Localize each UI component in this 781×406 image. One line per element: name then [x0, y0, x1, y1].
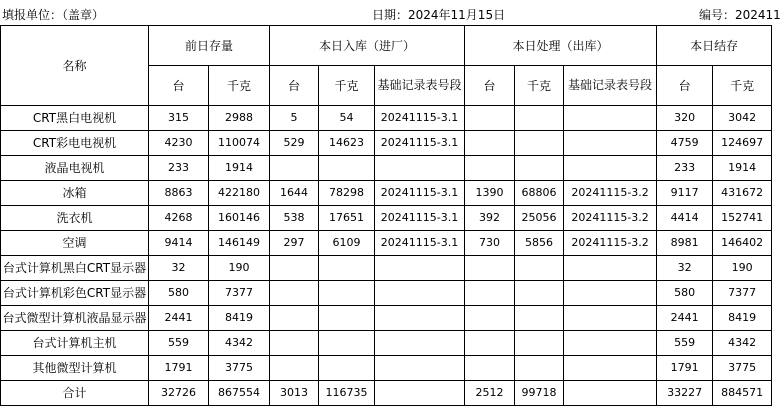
cell-in-record	[375, 156, 465, 181]
col-header-today-balance: 本日结存	[657, 26, 772, 66]
col-header-in-kg: 千克	[319, 66, 375, 106]
cell-out-kg	[515, 281, 564, 306]
inventory-table	[0, 25, 772, 406]
cell-bal-units: 32	[657, 256, 713, 281]
cell-in-kg	[319, 331, 375, 356]
col-header-prev-kg: 千克	[209, 66, 270, 106]
cell-in-units	[270, 306, 319, 331]
cell-bal-units: 33227	[657, 381, 713, 406]
form-header	[0, 0, 781, 25]
cell-name: 台式计算机主机	[1, 331, 149, 356]
col-header-bal-units: 台	[657, 66, 713, 106]
cell-in-kg: 17651	[319, 206, 375, 231]
cell-bal-kg: 3042	[713, 106, 772, 131]
cell-out-units: 2512	[465, 381, 515, 406]
cell-out-units: 730	[465, 231, 515, 256]
cell-prev-kg: 7377	[209, 281, 270, 306]
cell-prev-units: 315	[149, 106, 209, 131]
cell-in-units: 3013	[270, 381, 319, 406]
header-row-group	[1, 26, 772, 66]
cell-name: 台式计算机彩色CRT显示器	[1, 281, 149, 306]
cell-prev-units: 32726	[149, 381, 209, 406]
cell-prev-units: 4268	[149, 206, 209, 231]
cell-bal-units: 233	[657, 156, 713, 181]
cell-out-record	[564, 331, 657, 356]
cell-out-kg	[515, 131, 564, 156]
cell-prev-kg: 190	[209, 256, 270, 281]
col-header-out-kg: 千克	[515, 66, 564, 106]
cell-in-record: 20241115-3.1	[375, 131, 465, 156]
table-row	[1, 106, 772, 131]
col-header-bal-kg: 千克	[713, 66, 772, 106]
table-row	[1, 131, 772, 156]
cell-prev-units: 2441	[149, 306, 209, 331]
cell-in-units: 1644	[270, 181, 319, 206]
cell-prev-kg: 160146	[209, 206, 270, 231]
cell-in-kg	[319, 356, 375, 381]
cell-name: 冰箱	[1, 181, 149, 206]
cell-in-kg: 6109	[319, 231, 375, 256]
table-row	[1, 381, 772, 406]
cell-prev-units: 32	[149, 256, 209, 281]
cell-prev-kg: 110074	[209, 131, 270, 156]
cell-out-record	[564, 306, 657, 331]
col-header-out-units: 台	[465, 66, 515, 106]
col-header-prev-stock: 前日存量	[149, 26, 270, 66]
cell-out-kg	[515, 331, 564, 356]
cell-out-kg: 99718	[515, 381, 564, 406]
table-row	[1, 331, 772, 356]
col-header-out-record: 基础记录表号段	[564, 66, 657, 106]
col-header-name: 名称	[1, 26, 149, 106]
cell-bal-kg: 8419	[713, 306, 772, 331]
cell-in-kg	[319, 281, 375, 306]
cell-bal-kg: 884571	[713, 381, 772, 406]
cell-in-units	[270, 356, 319, 381]
cell-in-kg	[319, 306, 375, 331]
unit-label: 填报单位：（盖章）	[2, 8, 105, 22]
cell-in-kg	[319, 156, 375, 181]
table-row	[1, 281, 772, 306]
cell-bal-kg: 7377	[713, 281, 772, 306]
cell-out-record: 20241115-3.2	[564, 231, 657, 256]
cell-out-units	[465, 306, 515, 331]
cell-in-kg: 116735	[319, 381, 375, 406]
cell-in-units	[270, 156, 319, 181]
cell-in-kg: 78298	[319, 181, 375, 206]
cell-bal-units: 4414	[657, 206, 713, 231]
cell-name: CRT彩电电视机	[1, 131, 149, 156]
table-row	[1, 356, 772, 381]
cell-in-record: 20241115-3.1	[375, 206, 465, 231]
col-header-today-out: 本日处理（出库）	[465, 26, 657, 66]
table-row	[1, 156, 772, 181]
cell-bal-units: 559	[657, 331, 713, 356]
cell-in-units: 297	[270, 231, 319, 256]
cell-in-record	[375, 356, 465, 381]
cell-in-record	[375, 331, 465, 356]
cell-in-record: 20241115-3.1	[375, 106, 465, 131]
date-text: 日期：2024年11月15日	[372, 8, 506, 22]
cell-in-record	[375, 281, 465, 306]
cell-prev-units: 559	[149, 331, 209, 356]
cell-prev-kg: 3775	[209, 356, 270, 381]
cell-out-kg: 5856	[515, 231, 564, 256]
cell-in-record	[375, 381, 465, 406]
cell-out-kg	[515, 256, 564, 281]
cell-in-record	[375, 306, 465, 331]
cell-bal-kg: 146402	[713, 231, 772, 256]
cell-bal-units: 4759	[657, 131, 713, 156]
cell-bal-units: 2441	[657, 306, 713, 331]
cell-in-record	[375, 256, 465, 281]
cell-name: CRT黑白电视机	[1, 106, 149, 131]
cell-out-record	[564, 131, 657, 156]
cell-name: 空调	[1, 231, 149, 256]
cell-in-kg: 14623	[319, 131, 375, 156]
cell-out-record: 20241115-3.2	[564, 206, 657, 231]
cell-out-units	[465, 256, 515, 281]
cell-out-kg: 68806	[515, 181, 564, 206]
cell-bal-kg: 1914	[713, 156, 772, 181]
cell-name: 合计	[1, 381, 149, 406]
cell-bal-units: 8981	[657, 231, 713, 256]
cell-in-units	[270, 331, 319, 356]
cell-bal-kg: 3775	[713, 356, 772, 381]
cell-in-record: 20241115-3.1	[375, 181, 465, 206]
cell-out-units	[465, 281, 515, 306]
serial-text: 编号：202411	[699, 8, 781, 22]
cell-prev-units: 233	[149, 156, 209, 181]
cell-out-units	[465, 131, 515, 156]
cell-out-record	[564, 256, 657, 281]
cell-prev-kg: 422180	[209, 181, 270, 206]
cell-prev-units: 1791	[149, 356, 209, 381]
col-header-in-units: 台	[270, 66, 319, 106]
cell-in-units	[270, 256, 319, 281]
cell-prev-units: 8863	[149, 181, 209, 206]
cell-out-record	[564, 156, 657, 181]
cell-out-record	[564, 381, 657, 406]
cell-in-kg	[319, 256, 375, 281]
cell-out-kg: 25056	[515, 206, 564, 231]
cell-out-record: 20241115-3.2	[564, 181, 657, 206]
cell-prev-kg: 146149	[209, 231, 270, 256]
cell-prev-units: 580	[149, 281, 209, 306]
cell-out-record	[564, 356, 657, 381]
col-header-today-in: 本日入库（进厂）	[270, 26, 465, 66]
cell-bal-kg: 4342	[713, 331, 772, 356]
cell-out-record	[564, 106, 657, 131]
cell-bal-kg: 190	[713, 256, 772, 281]
table-body	[1, 106, 772, 406]
cell-out-kg	[515, 156, 564, 181]
table-row	[1, 206, 772, 231]
col-header-in-record: 基础记录表号段	[375, 66, 465, 106]
cell-bal-units: 320	[657, 106, 713, 131]
cell-bal-kg: 124697	[713, 131, 772, 156]
cell-in-units: 5	[270, 106, 319, 131]
cell-out-units	[465, 331, 515, 356]
cell-name: 洗衣机	[1, 206, 149, 231]
cell-name: 台式微型计算机液晶显示器	[1, 306, 149, 331]
cell-out-units: 392	[465, 206, 515, 231]
cell-bal-units: 1791	[657, 356, 713, 381]
col-header-prev-units: 台	[149, 66, 209, 106]
cell-out-units	[465, 356, 515, 381]
cell-out-record	[564, 281, 657, 306]
cell-out-units	[465, 156, 515, 181]
table-row	[1, 181, 772, 206]
cell-bal-units: 9117	[657, 181, 713, 206]
cell-out-kg	[515, 356, 564, 381]
cell-prev-kg: 8419	[209, 306, 270, 331]
cell-in-units: 538	[270, 206, 319, 231]
table-row	[1, 256, 772, 281]
cell-name: 台式计算机黑白CRT显示器	[1, 256, 149, 281]
table-row	[1, 231, 772, 256]
cell-bal-kg: 431672	[713, 181, 772, 206]
cell-in-record: 20241115-3.1	[375, 231, 465, 256]
cell-out-units	[465, 106, 515, 131]
cell-out-units: 1390	[465, 181, 515, 206]
cell-out-kg	[515, 106, 564, 131]
cell-prev-units: 9414	[149, 231, 209, 256]
cell-prev-kg: 2988	[209, 106, 270, 131]
cell-bal-units: 580	[657, 281, 713, 306]
cell-prev-kg: 867554	[209, 381, 270, 406]
cell-name: 其他微型计算机	[1, 356, 149, 381]
cell-out-kg	[515, 306, 564, 331]
cell-prev-units: 4230	[149, 131, 209, 156]
cell-prev-kg: 4342	[209, 331, 270, 356]
table-row	[1, 306, 772, 331]
cell-in-kg: 54	[319, 106, 375, 131]
cell-name: 液晶电视机	[1, 156, 149, 181]
cell-in-units: 529	[270, 131, 319, 156]
cell-prev-kg: 1914	[209, 156, 270, 181]
cell-in-units	[270, 281, 319, 306]
cell-bal-kg: 152741	[713, 206, 772, 231]
